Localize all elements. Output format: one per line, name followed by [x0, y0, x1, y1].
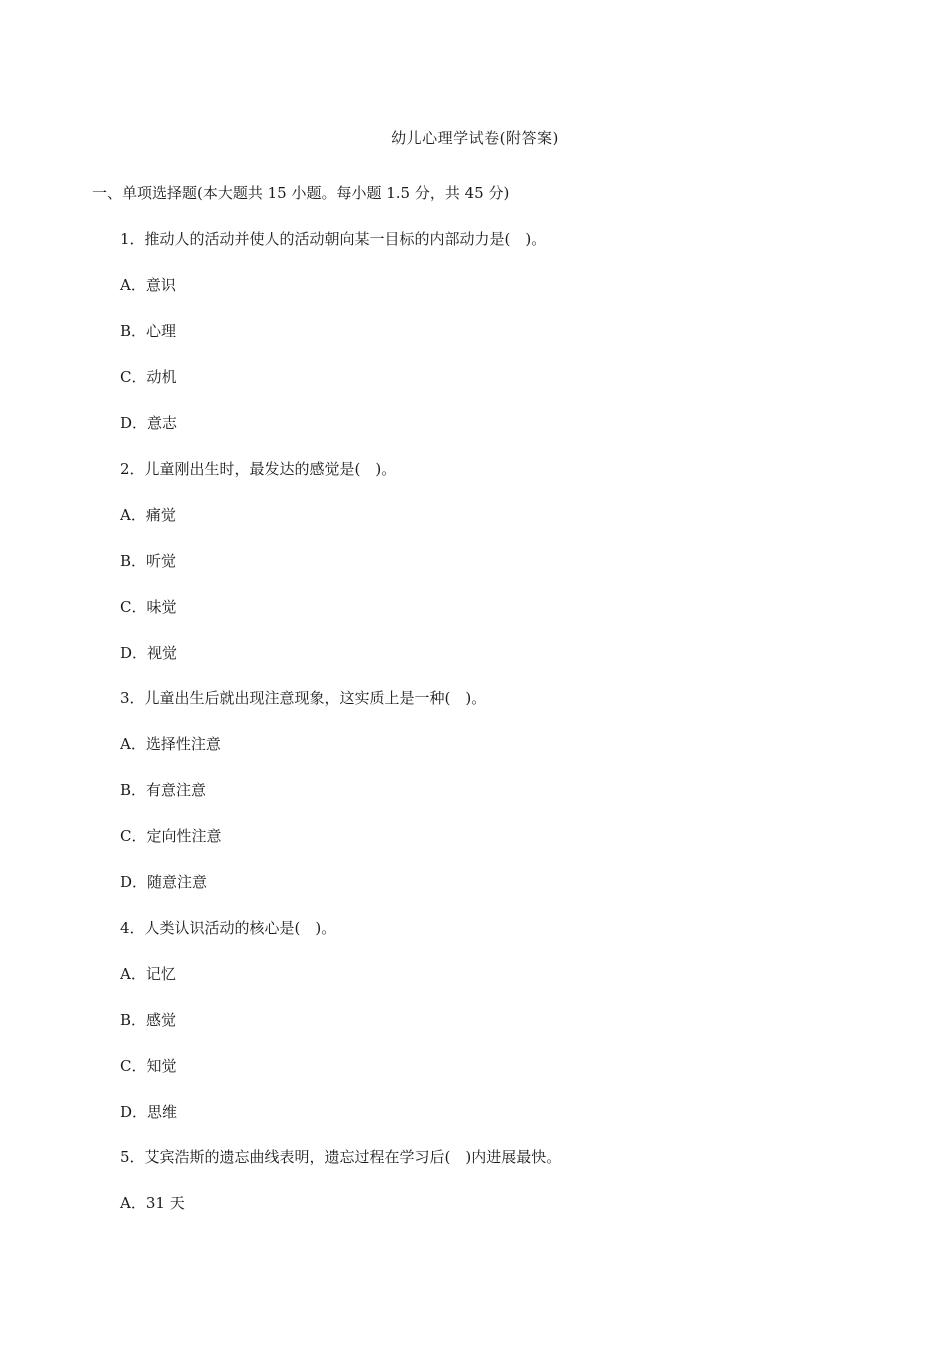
option-2c: C．味觉 [120, 598, 177, 616]
option-4d: D．思维 [120, 1103, 178, 1121]
question-stem-1: 1．推动人的活动并使人的活动朝向某一目标的内部动力是( )。 [120, 230, 547, 248]
option-2d: D．视觉 [120, 644, 178, 662]
question-stem-4: 4．人类认识活动的核心是( )。 [120, 919, 337, 937]
question-stem-2: 2．儿童刚出生时，最发达的感觉是( )。 [120, 460, 397, 478]
option-1a: A．意识 [120, 276, 176, 294]
option-2a: A．痛觉 [120, 506, 176, 524]
option-1d: D．意志 [120, 414, 178, 432]
page-title: 幼儿心理学试卷(附答案) [391, 129, 559, 147]
option-2b: B．听觉 [120, 552, 177, 570]
option-5a: A．31 天 [120, 1194, 185, 1212]
option-3c: C．定向性注意 [120, 827, 222, 845]
option-1c: C．动机 [120, 368, 177, 386]
option-3a: A．选择性注意 [120, 735, 221, 753]
option-4b: B．感觉 [120, 1011, 177, 1029]
section-heading: 一、单项选择题(本大题共 15 小题。每小题 1.5 分，共 45 分) [92, 184, 510, 202]
option-4c: C．知觉 [120, 1057, 177, 1075]
question-stem-5: 5．艾宾浩斯的遗忘曲线表明，遗忘过程在学习后( )内进展最快。 [120, 1148, 562, 1166]
option-3b: B．有意注意 [120, 781, 207, 799]
option-3d: D．随意注意 [120, 873, 208, 891]
option-1b: B．心理 [120, 322, 177, 340]
question-stem-3: 3．儿童出生后就出现注意现象，这实质上是一种( )。 [120, 689, 487, 707]
option-4a: A．记忆 [120, 965, 176, 983]
